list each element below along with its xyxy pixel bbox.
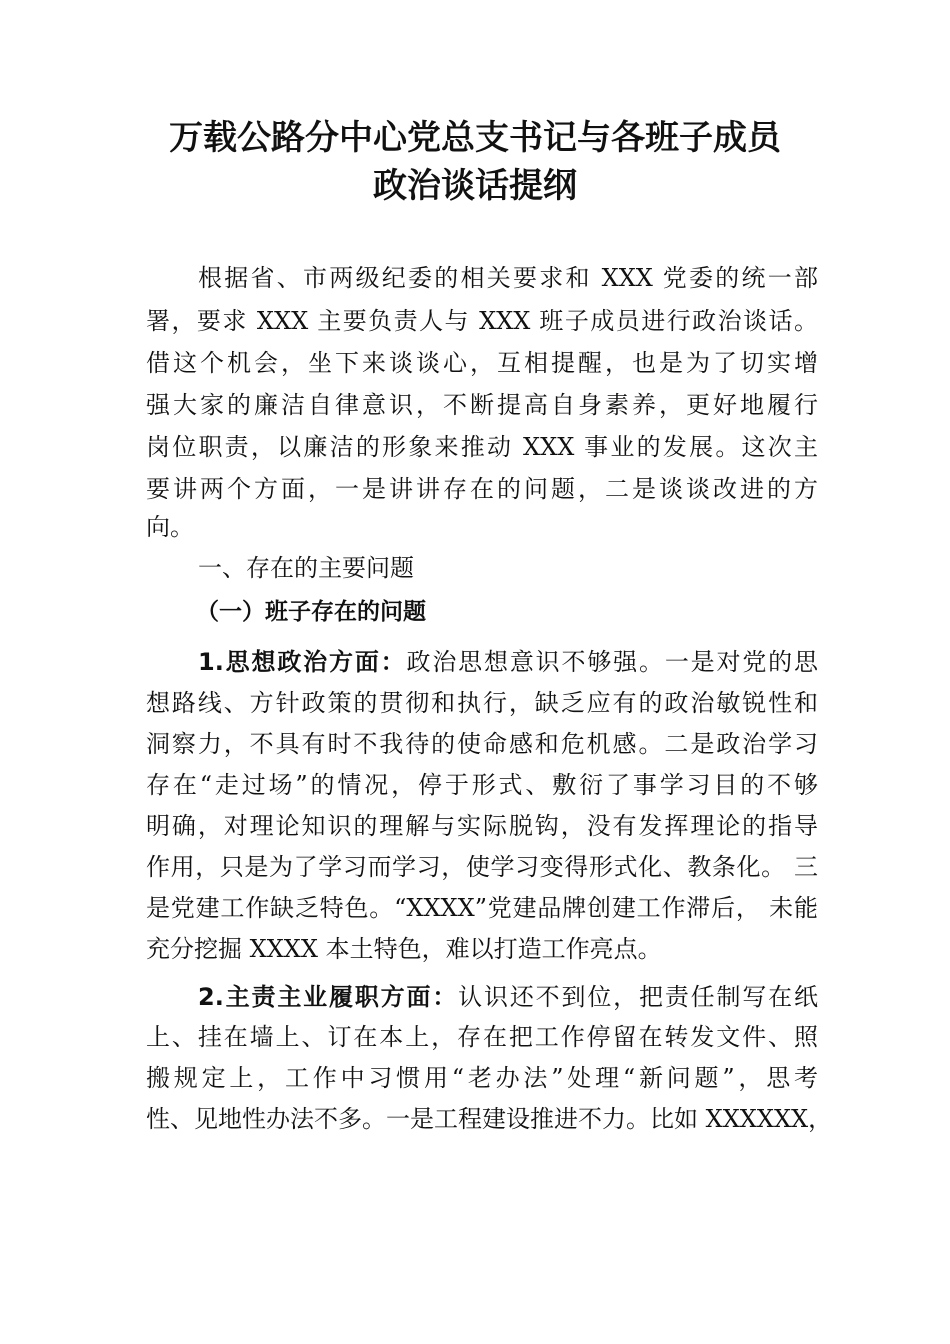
document-title-line-1: 万载公路分中心党总支书记与各班子成员 (169, 118, 781, 158)
item-2-first-line (198, 982, 818, 1012)
item-1-line: 洞察力，不具有时不我待的使命感和危机感。二是政治学习 (146, 730, 818, 758)
intro-line: 要讲两个方面，一是讲讲存在的问题，二是谈谈改进的方 (146, 475, 818, 503)
intro-line: 根据省、市两级纪委的相关要求和 XXX 党委的统一部 (198, 264, 818, 292)
document-title-line-2: 政治谈话提纲 (373, 166, 577, 206)
intro-line: 强大家的廉洁自律意识，不断提高自身素养，更好地履行 (146, 391, 818, 419)
item-1-first-line-text: 政治思想意识不够强。一是对党的思 (406, 648, 818, 676)
item-1-line: 是党建工作缺乏特色。“XXXX”党建品牌创建工作滞后， 未能 (146, 894, 818, 922)
intro-line: 岗位职责，以廉洁的形象来推动 XXX 事业的发展。这次主 (146, 433, 818, 461)
item-2-line: 搬规定上，工作中习惯用“老办法”处理“新问题”，思考 (146, 1064, 818, 1092)
subsection-heading: （一）班子存在的问题 (196, 599, 426, 625)
item-2-lead: 2.主责主业履职方面： (198, 983, 459, 1011)
item-1-line: 明确，对理论知识的理解与实际脱钩，没有发挥理论的指导 (146, 812, 818, 840)
intro-line: 署，要求 XXX 主要负责人与 XXX 班子成员进行政治谈话。 (146, 307, 818, 335)
item-2-line: 性、见地性办法不多。一是工程建设推进不力。比如 XXXXXX， (146, 1105, 833, 1133)
item-1-first-line (198, 647, 818, 677)
item-2-line: 上、挂在墙上、订在本上，存在把工作停留在转发文件、照 (146, 1023, 818, 1051)
intro-line: 向。 (146, 513, 194, 541)
intro-line: 借这个机会，坐下来谈谈心，互相提醒，也是为了切实增 (146, 349, 818, 377)
item-1-line: 作用，只是为了学习而学习，使学习变得形式化、教条化。 三 (146, 853, 818, 881)
item-2-first-line-text: 认识还不到位，把责任制写在纸 (458, 983, 818, 1011)
item-1-line: 想路线、方针政策的贯彻和执行，缺乏应有的政治敏锐性和 (146, 689, 818, 717)
item-1-line: 充分挖掘 XXXX 本土特色，难以打造工作亮点。 (146, 935, 662, 963)
item-1-line: 存在“走过场”的情况，停于形式、敷衍了事学习目的不够 (146, 771, 818, 799)
section-heading: 一、存在的主要问题 (198, 554, 414, 582)
item-1-lead: 1.思想政治方面： (198, 648, 407, 676)
